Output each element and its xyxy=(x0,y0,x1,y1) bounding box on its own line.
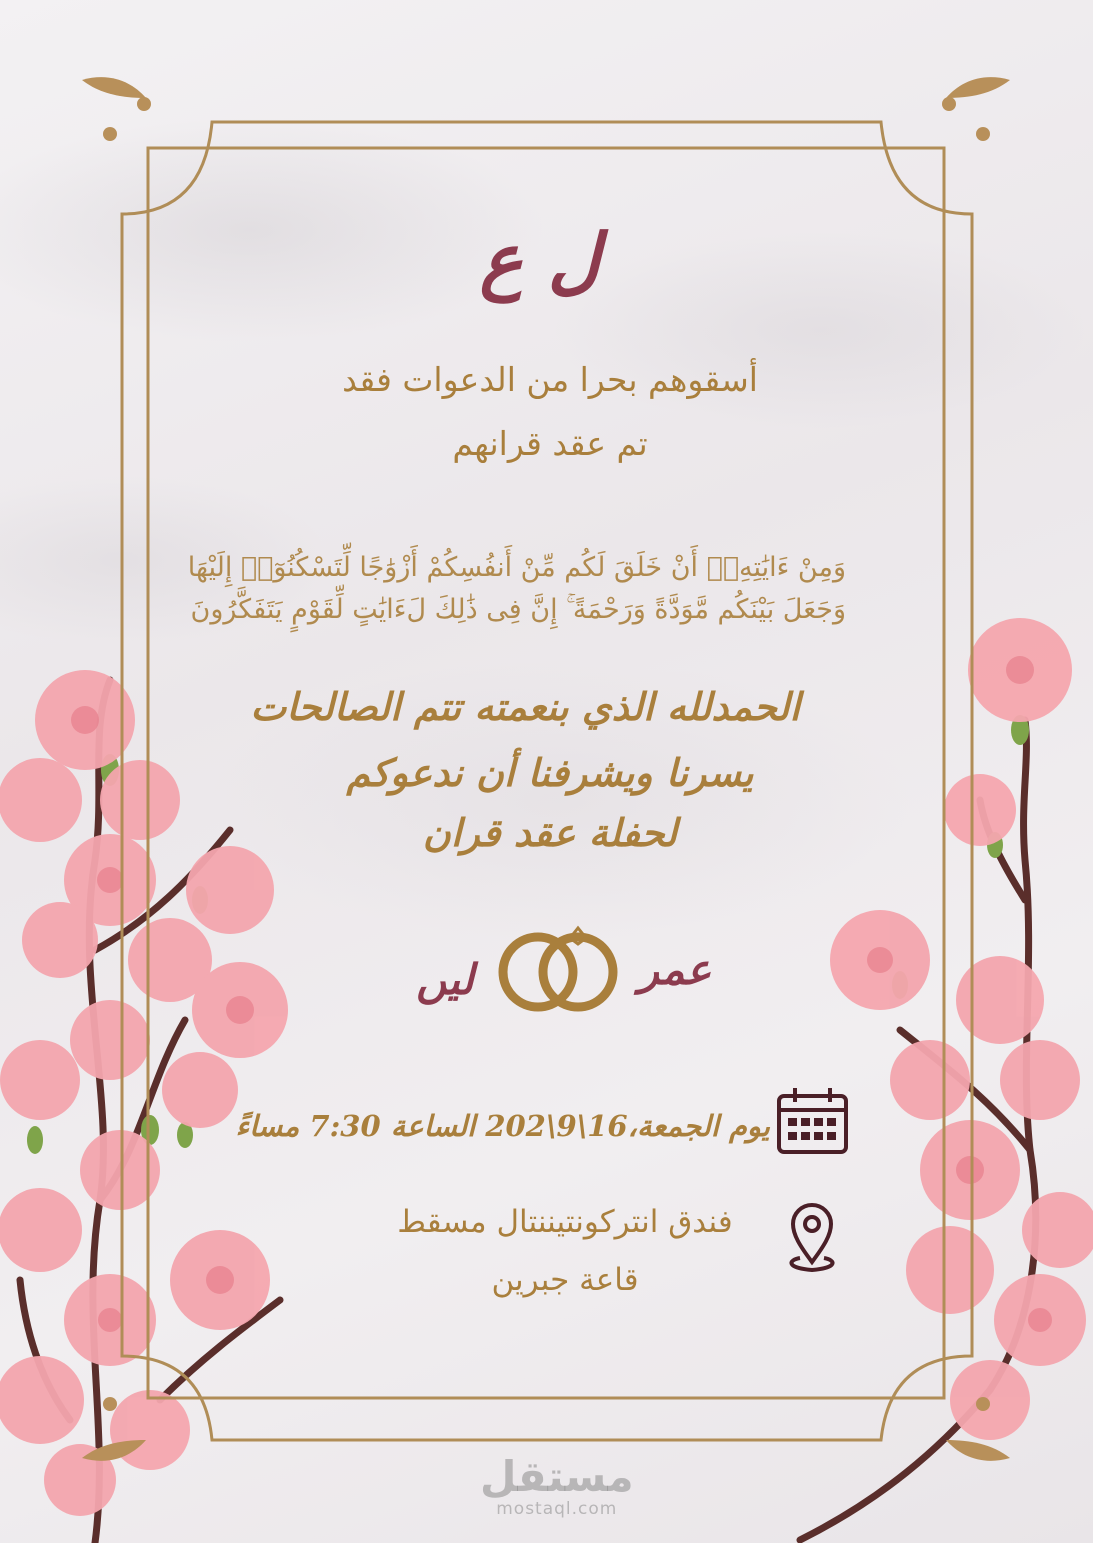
watermark-brand: مستقل xyxy=(480,1452,634,1501)
invitation-line-1: الحمدلله الذي بنعمته تتم الصالحات xyxy=(250,684,800,729)
intro-line-2: تم عقد قرانهم xyxy=(452,424,648,463)
couple-monogram: ل ع xyxy=(479,217,600,302)
verse-line-2: وَجَعَلَ بَيْنَكُم مَّوَدَّةً وَرَحْمَةً ۚ إِنَّ فِى ذَٰلِكَ لَءَايَٰتٍ لِّقَوْمٍ يَتَفَكَّرُونَ xyxy=(190,594,846,625)
intro-line-1: أسقوهم بحرا من الدعوات فقد xyxy=(342,360,758,399)
watermark-url: mostaql.com xyxy=(496,1499,618,1519)
venue-line-2: قاعة جبرين xyxy=(491,1262,639,1298)
event-datetime: يوم الجمعة،16\9\202 الساعة 7:30 مساءً xyxy=(235,1109,770,1143)
bride-name: ليں xyxy=(416,955,474,1004)
watermark xyxy=(480,1452,634,1519)
invitation-line-2: يسرنا ويشرفنا أن ندعوكم xyxy=(346,750,754,795)
groom-name: عمر xyxy=(638,945,712,994)
verse-line-1: وَمِنْ ءَايَٰتِهِۦٓ أَنْ خَلَقَ لَكُم مِّنْ أَنفُسِكُمْ أَزْوَٰجًا لِّتَسْكُنُوٓا۟ إِلَيْهَا xyxy=(187,552,846,583)
invitation-line-3: لحفلة عقد قران xyxy=(422,810,678,855)
venue-line-1: فندق انتركونتيننتال مسقط xyxy=(397,1204,733,1240)
